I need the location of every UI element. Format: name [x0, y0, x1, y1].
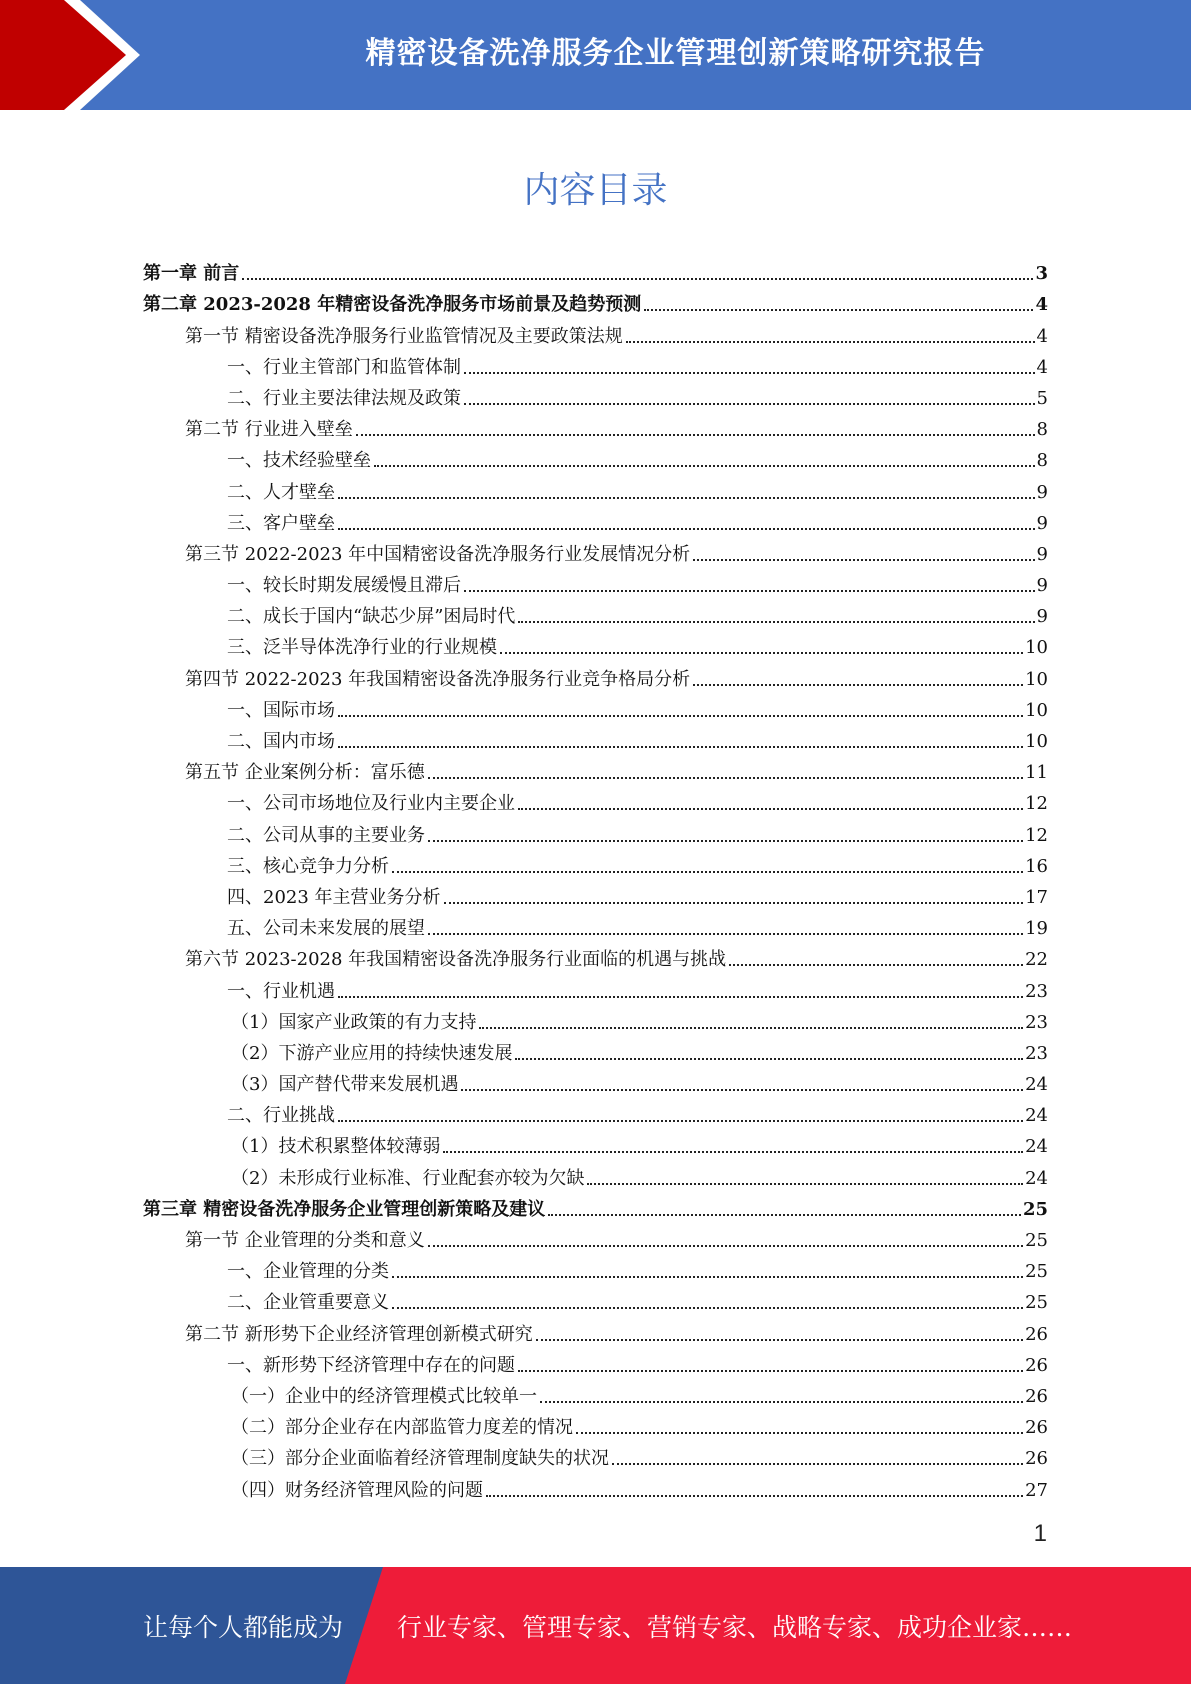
toc-entry[interactable] [143, 847, 1048, 878]
toc-dot-leader [576, 1432, 1023, 1434]
toc-entry[interactable] [143, 753, 1048, 784]
toc-entry-page: 10 [1025, 699, 1048, 721]
document-title: 精密设备洗净服务企业管理创新策略研究报告 [365, 36, 986, 71]
toc-dot-leader [338, 746, 1023, 748]
toc-dot-leader [461, 1089, 1023, 1091]
toc-entry[interactable] [143, 1283, 1048, 1314]
toc-dot-leader [428, 933, 1023, 935]
toc-entry[interactable] [143, 1377, 1048, 1408]
toc-entry-title: （2）下游产业应用的持续快速发展 [231, 1042, 513, 1064]
toc-entry-page: 25 [1022, 1198, 1048, 1220]
toc-entry[interactable] [143, 628, 1048, 659]
toc-entry-title: 三、核心竞争力分析 [227, 855, 389, 877]
toc-entry-title: 四、2023 年主营业务分析 [227, 886, 441, 908]
toc-entry-page: 12 [1025, 793, 1048, 815]
toc-entry[interactable] [143, 1252, 1048, 1283]
toc-entry-page: 26 [1025, 1323, 1048, 1345]
toc-entry-page: 10 [1025, 668, 1048, 690]
toc-dot-leader [729, 964, 1023, 966]
toc-entry-title: （1）技术积累整体较薄弱 [231, 1136, 441, 1158]
toc-entry-title: 一、新形势下经济管理中存在的问题 [227, 1354, 515, 1376]
toc-entry-title: 第二章 2023-2028 年精密设备洗净服务市场前景及趋势预测 [143, 294, 642, 316]
toc-entry-page: 27 [1025, 1479, 1048, 1501]
toc-entry[interactable] [143, 815, 1048, 846]
toc-entry[interactable] [143, 1346, 1048, 1377]
toc-dot-leader [644, 309, 1033, 311]
toc-entry-title: （一）企业中的经济管理模式比较单一 [231, 1385, 537, 1407]
toc-entry[interactable] [143, 1003, 1048, 1034]
toc-entry[interactable] [143, 441, 1048, 472]
footer-slogan-right: 行业专家、管理专家、营销专家、战略专家、成功企业家…… [397, 1612, 1073, 1642]
toc-entry[interactable] [143, 722, 1048, 753]
toc-dot-leader [500, 652, 1023, 654]
toc-entry[interactable] [143, 410, 1048, 441]
toc-entry[interactable] [143, 1127, 1048, 1158]
toc-entry[interactable] [143, 316, 1048, 347]
toc-entry-title: 二、行业挑战 [227, 1105, 335, 1127]
toc-entry-title: （三）部分企业面临着经济管理制度缺失的状况 [231, 1448, 609, 1470]
toc-dot-leader [693, 684, 1023, 686]
toc-entry[interactable] [143, 1034, 1048, 1065]
toc-entry-title: 第五节 企业案例分析：富乐德 [185, 762, 425, 784]
toc-entry-page: 23 [1025, 1011, 1048, 1033]
toc-entry-title: 二、成长于国内“缺芯少屏”困局时代 [227, 606, 516, 628]
toc-entry-page: 9 [1036, 512, 1048, 534]
toc-entry-page: 11 [1025, 762, 1048, 784]
toc-entry-page: 4 [1036, 356, 1048, 378]
toc-dot-leader [338, 1120, 1023, 1122]
toc-entry-page: 8 [1036, 419, 1048, 441]
toc-entry-page: 26 [1025, 1385, 1048, 1407]
toc-dot-leader [612, 1463, 1023, 1465]
toc-dot-leader [444, 902, 1024, 904]
toc-entry-title: （2）未形成行业标准、行业配套亦较为欠缺 [231, 1167, 585, 1189]
toc-entry-title: 第六节 2023-2028 年我国精密设备洗净服务行业面临的机遇与挑战 [185, 949, 727, 971]
toc-entry-page: 22 [1025, 949, 1048, 971]
toc-entry-title: 三、泛半导体洗净行业的行业规模 [227, 637, 497, 659]
toc-entry[interactable] [143, 472, 1048, 503]
toc-entry[interactable] [143, 1158, 1048, 1189]
toc-entry-title: （四）财务经济管理风险的问题 [231, 1479, 483, 1501]
toc-entry-title: 三、客户壁垒 [227, 512, 335, 534]
toc-entry-page: 8 [1036, 450, 1048, 472]
toc-dot-leader [338, 996, 1023, 998]
toc-entry-title: 二、公司从事的主要业务 [227, 824, 425, 846]
toc-entry-page: 12 [1025, 824, 1048, 846]
toc-entry[interactable] [143, 940, 1048, 971]
toc-entry-page: 26 [1025, 1448, 1048, 1470]
toc-entry-page: 5 [1036, 387, 1048, 409]
toc-entry[interactable] [143, 597, 1048, 628]
toc-dot-leader [540, 1401, 1023, 1403]
toc-entry[interactable] [143, 784, 1048, 815]
toc-entry-page: 4 [1036, 325, 1048, 347]
toc-entry-page: 26 [1025, 1354, 1048, 1376]
toc-entry[interactable] [143, 348, 1048, 379]
toc-entry-page: 25 [1025, 1261, 1048, 1283]
toc-entry-title: 二、行业主要法律法规及政策 [227, 387, 461, 409]
toc-dot-leader [464, 403, 1035, 405]
toc-entry-title: 二、人才壁垒 [227, 481, 335, 503]
toc-entry-page: 9 [1036, 606, 1048, 628]
toc-entry[interactable] [143, 691, 1048, 722]
toc-dot-leader [548, 1214, 1021, 1216]
toc-dot-leader [515, 1058, 1023, 1060]
toc-dot-leader [338, 715, 1023, 717]
toc-entry-title: 一、技术经验壁垒 [227, 450, 371, 472]
toc-entry-title: 五、公司未来发展的展望 [227, 918, 425, 940]
toc-entry-title: （二）部分企业存在内部监管力度差的情况 [231, 1417, 573, 1439]
toc-entry-page: 24 [1025, 1074, 1048, 1096]
toc-entry-page: 24 [1025, 1136, 1048, 1158]
footer-banner [0, 1567, 1191, 1684]
toc-entry[interactable] [143, 254, 1048, 285]
toc-dot-leader [479, 1027, 1023, 1029]
toc-entry-page: 24 [1025, 1105, 1048, 1127]
footer-slogan-left: 让每个人都能成为 [143, 1612, 344, 1642]
header-banner [0, 0, 1191, 110]
toc-entry-title: 第一节 精密设备洗净服务行业监管情况及主要政策法规 [185, 325, 623, 347]
toc-entry-page: 4 [1035, 294, 1048, 316]
toc-entry-page: 25 [1025, 1292, 1048, 1314]
toc-entry-page: 16 [1025, 855, 1048, 877]
toc-dot-leader [242, 278, 1033, 280]
toc-entry[interactable] [143, 379, 1048, 410]
toc-entry[interactable] [143, 535, 1048, 566]
toc-entry-page: 9 [1036, 481, 1048, 503]
toc-entry-title: （1）国家产业政策的有力支持 [231, 1011, 477, 1033]
toc-entry[interactable] [143, 1470, 1048, 1501]
toc-entry-title: 一、行业主管部门和监管体制 [227, 356, 461, 378]
toc-entry[interactable] [143, 909, 1048, 940]
toc-entry[interactable] [143, 1314, 1048, 1345]
toc-dot-leader [392, 871, 1023, 873]
toc-dot-leader [338, 497, 1035, 499]
toc-heading: 内容目录 [523, 170, 668, 211]
toc-entry-page: 17 [1025, 886, 1048, 908]
toc-entry-title: 一、企业管理的分类 [227, 1261, 389, 1283]
toc-dot-leader [356, 434, 1035, 436]
toc-entry[interactable] [143, 1190, 1048, 1221]
toc-entry[interactable] [143, 971, 1048, 1002]
toc-entry-page: 23 [1025, 1042, 1048, 1064]
toc-dot-leader [693, 559, 1034, 561]
toc-entry-title: 一、较长时期发展缓慢且滞后 [227, 575, 461, 597]
toc-entry-title: 二、企业管重要意义 [227, 1292, 389, 1314]
toc-entry-title: 第一节 企业管理的分类和意义 [185, 1230, 425, 1251]
toc-entry[interactable] [143, 659, 1048, 690]
toc-dot-leader [392, 1276, 1023, 1278]
toc-entry-page: 10 [1025, 637, 1048, 659]
toc-entry-page: 10 [1025, 731, 1048, 752]
toc-entry-title: 二、国内市场 [227, 731, 335, 752]
toc-entry-title: 第一章 前言 [143, 263, 240, 285]
toc-entry-page: 25 [1025, 1230, 1048, 1251]
toc-entry[interactable] [143, 878, 1048, 909]
toc-dot-leader [428, 777, 1023, 779]
toc-dot-leader [536, 1339, 1023, 1341]
toc-entry-title: 第二节 行业进入壁垒 [185, 419, 353, 441]
toc-entry-title: （3）国产替代带来发展机遇 [231, 1074, 459, 1096]
toc-dot-leader [464, 590, 1035, 592]
toc-dot-leader [464, 372, 1035, 374]
toc-dot-leader [443, 1151, 1023, 1153]
toc-entry-page: 24 [1025, 1167, 1048, 1189]
toc-entry-title: 第二节 新形势下企业经济管理创新模式研究 [185, 1323, 533, 1345]
toc-entry-title: 一、公司市场地位及行业内主要企业 [227, 793, 515, 815]
toc-entry[interactable] [143, 1408, 1048, 1439]
toc-entry[interactable] [143, 1221, 1048, 1252]
toc-entry-title: 一、行业机遇 [227, 980, 335, 1002]
toc-entry-page: 19 [1025, 918, 1048, 940]
toc-entry[interactable] [143, 285, 1048, 316]
toc-entry-page: 9 [1036, 543, 1048, 565]
toc-entry[interactable] [143, 1065, 1048, 1096]
toc-entry[interactable] [143, 1096, 1048, 1127]
toc-entry-title: 一、国际市场 [227, 699, 335, 721]
toc-dot-leader [518, 1370, 1023, 1372]
toc-dot-leader [428, 840, 1023, 842]
toc-dot-leader [392, 1307, 1023, 1309]
toc-entry-page: 26 [1025, 1417, 1048, 1439]
toc-dot-leader [374, 465, 1035, 467]
toc-entry-page: 9 [1036, 575, 1048, 597]
toc-dot-leader [518, 621, 1034, 623]
toc-entry-title: 第三章 精密设备洗净服务企业管理创新策略及建议 [143, 1198, 546, 1220]
toc-entry-page: 3 [1035, 263, 1048, 285]
toc-entry[interactable] [143, 1439, 1048, 1470]
toc-entry[interactable] [143, 504, 1048, 535]
toc-entry-title: 第四节 2022-2023 年我国精密设备洗净服务行业竞争格局分析 [185, 668, 691, 690]
toc-dot-leader [428, 1245, 1023, 1247]
toc-entry-title: 第三节 2022-2023 年中国精密设备洗净服务行业发展情况分析 [185, 543, 691, 565]
toc-dot-leader [626, 341, 1035, 343]
toc-dot-leader [338, 528, 1035, 530]
toc-dot-leader [486, 1495, 1023, 1497]
table-of-contents [143, 254, 1048, 1502]
toc-dot-leader [587, 1183, 1023, 1185]
page-number: 1 [1033, 1520, 1047, 1547]
toc-dot-leader [518, 808, 1023, 810]
toc-entry[interactable] [143, 566, 1048, 597]
toc-entry-page: 23 [1025, 980, 1048, 1002]
